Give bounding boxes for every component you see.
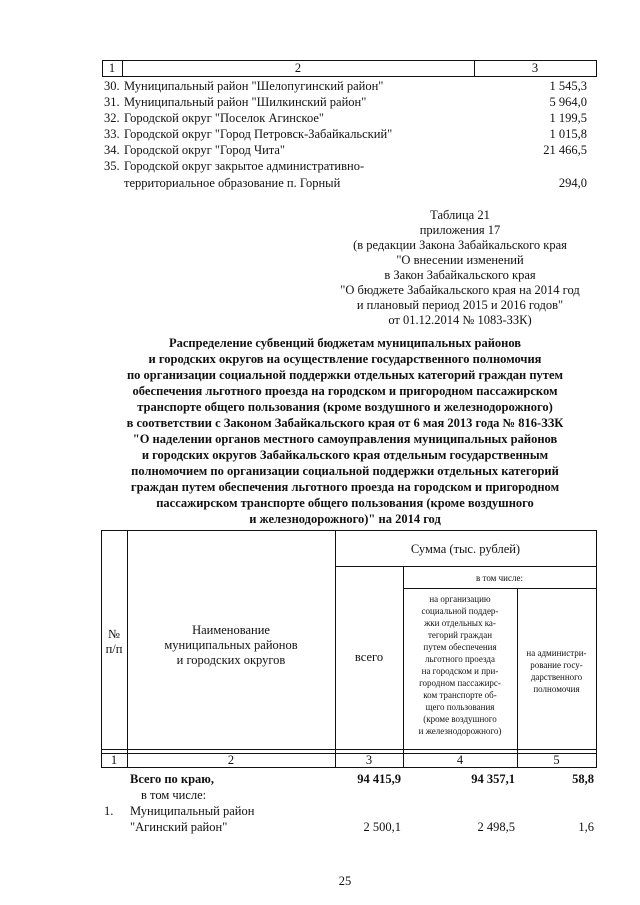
incl-label: в том числе: (141, 788, 207, 802)
col-num-header: № (108, 627, 120, 641)
incl-header: в том числе: (476, 573, 523, 583)
col-total-header: всего (354, 650, 384, 664)
top-header-col2: 2 (294, 61, 302, 75)
page-number: 25 (338, 874, 352, 888)
top-header-col1: 1 (108, 61, 116, 75)
col-number: 2 (227, 753, 235, 767)
col-number: 4 (456, 753, 464, 767)
col-number: 3 (365, 753, 373, 767)
col-number: 1 (110, 753, 118, 767)
top-header-col3: 3 (531, 61, 539, 75)
sum-header: Сумма (тыс. рублей) (410, 542, 521, 556)
col-number: 5 (553, 753, 560, 767)
